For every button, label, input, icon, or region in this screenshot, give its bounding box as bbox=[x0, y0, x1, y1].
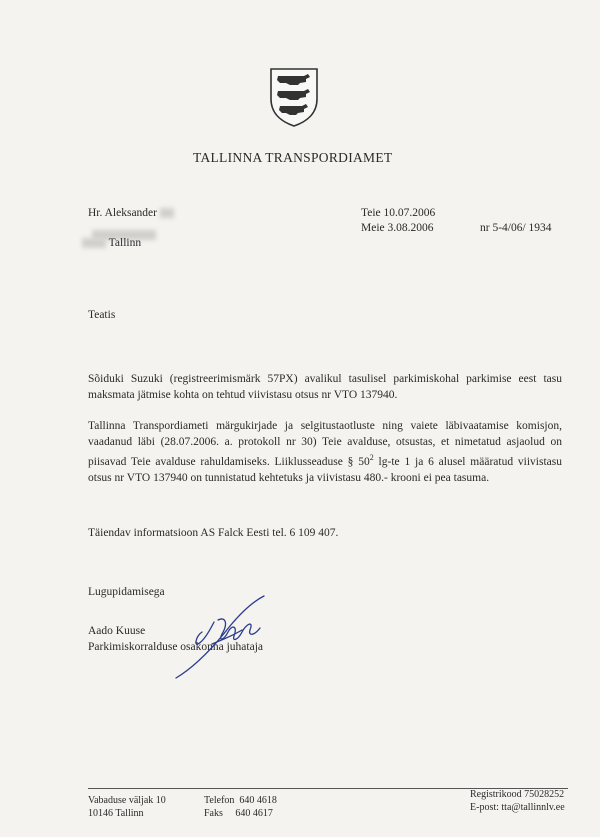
paragraph-decision: Sõiduki Suzuki (registreerimismärk 57PX) avalikul tasulisel parkimiskohal parkimise eest tasu maksmata jätmise kohta on tehtud viivistasu otsus nr VTO 137940. bbox=[88, 373, 562, 401]
footer-address-line1: Vabaduse väljak 10 bbox=[88, 795, 166, 806]
footer-reg-code: Registrikood 75028252 bbox=[470, 789, 565, 800]
signer-title: Parkimiskorralduse osakonna juhataja bbox=[88, 641, 264, 653]
organization-title: TALLINNA TRANSPORDIAMET bbox=[193, 150, 393, 165]
recipient-city: Tallinn bbox=[108, 237, 142, 249]
recipient-city-line bbox=[82, 237, 141, 249]
footer-email: E-post: tta@tallinnlv.ee bbox=[470, 802, 565, 813]
your-date: Teie 10.07.2006 bbox=[361, 207, 436, 219]
recipient-name: Hr. Aleksander bbox=[88, 207, 174, 219]
coat-of-arms-icon bbox=[268, 66, 320, 128]
salutation: Lugupidamisega bbox=[88, 586, 165, 598]
footer-address-line2: 10146 Tallinn bbox=[88, 808, 144, 819]
reference-number: nr 5-4/06/ 1934 bbox=[480, 222, 552, 234]
signature-icon bbox=[168, 592, 284, 684]
redacted-surname bbox=[160, 208, 174, 218]
signer-name: Aado Kuuse bbox=[88, 625, 146, 637]
paragraph-commission: Tallinna Transpordiameti märgukirjade ja selgitustaotluste ning vaiete läbivaatamise komisjon, vaadanud läbi (28.07.2006. a. protokoll nr 30) Teie avalduse, otsustas, et nimetatud asjaolud on piisavad Teie avalduse rahuldamiseks. Liiklusseaduse § $50^2$ lg-te 1 ja 6 alusel määratud viivistasu otsus nr VTO 137940 on tunnistatud kehtetuks ja viivistasu 480.- krooni ei pea tasuma. bbox=[88, 420, 562, 484]
subject: Teatis bbox=[88, 309, 116, 321]
additional-info: Täiendav informatsioon AS Falck Eesti tel. 6 109 407. bbox=[88, 527, 339, 539]
footer-phone: Telefon 640 4618 bbox=[204, 795, 277, 806]
footer-fax: Faks 640 4617 bbox=[204, 808, 273, 819]
our-date: Meie 3.08.2006 bbox=[361, 222, 434, 234]
redacted-postcode bbox=[82, 238, 106, 248]
